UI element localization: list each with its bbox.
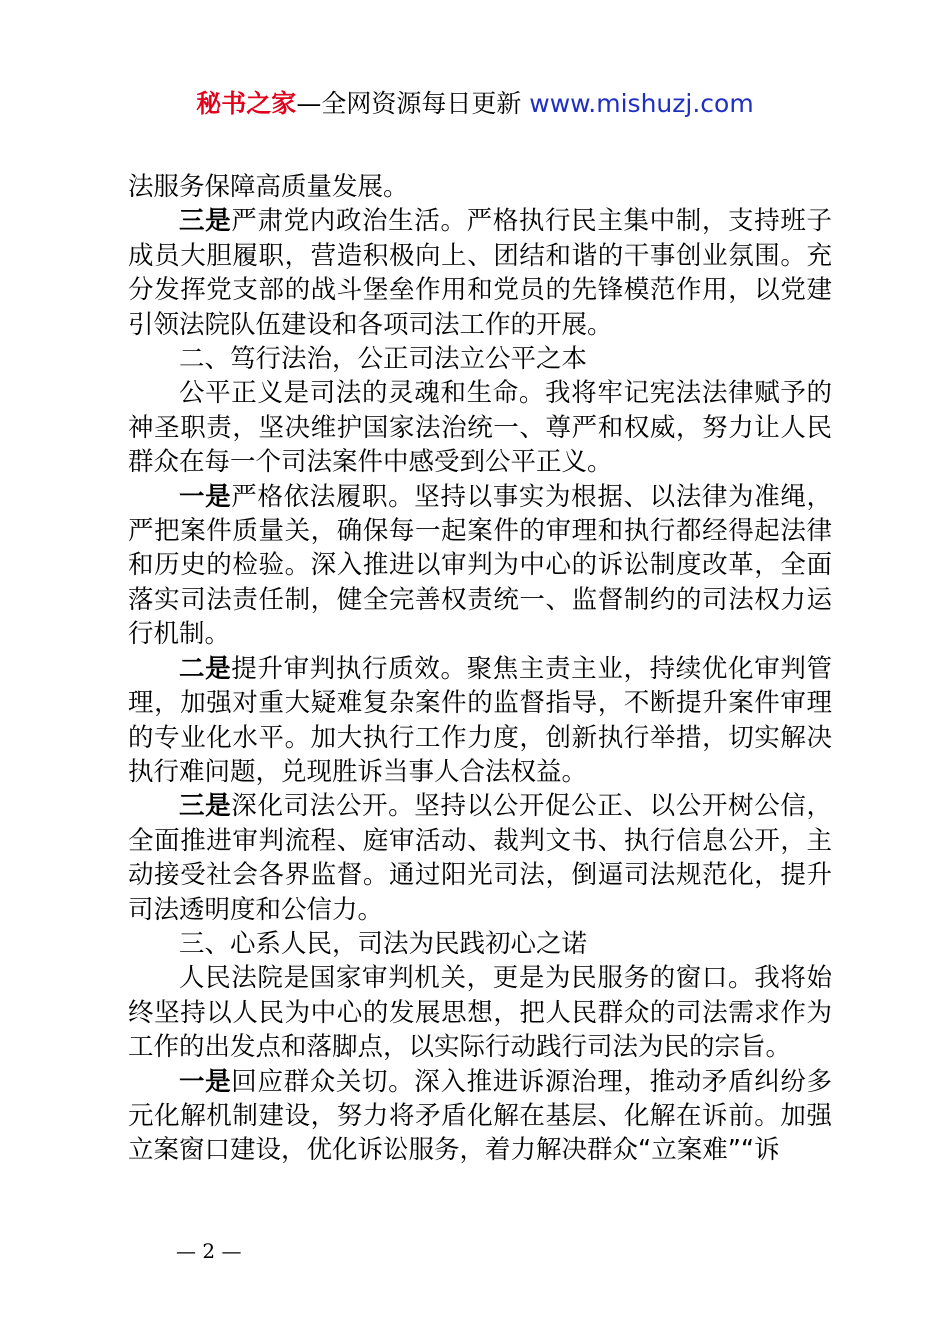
paragraph-lead: 一是 bbox=[179, 481, 232, 512]
paragraph-point: 三是严肃党内政治生活。严格执行民主集中制，支持班子成员大胆履职，营造积极向上、团结和谐的干事创业氛围。充分发挥党支部的战斗堡垒作用和党员的先锋模范作用，以党建引领法院队伍建设和各项司法工作的开展。 bbox=[128, 206, 832, 340]
paragraph-point: 一是严格依法履职。坚持以事实为根据、以法律为准绳，严把案件质量关，确保每一起案件的审理和执行都经得起法律和历史的检验。深入推进以审判为中心的诉讼制度改革，全面落实司法责任制，健全完善权责统一、监督制约的司法权力运行机制。 bbox=[128, 481, 832, 650]
paragraph-lead: 三是 bbox=[179, 791, 232, 822]
paragraph-point: 一是回应群众关切。深入推进诉源治理，推动矛盾纠纷多元化解机制建设，努力将矛盾化解在基层、化解在诉前。加强立案窗口建设，优化诉讼服务，着力解决群众“立案难”“诉 bbox=[128, 1066, 832, 1166]
section-heading: 三、心系人民，司法为民践初心之诺 bbox=[179, 928, 588, 959]
paragraph-point: 二是提升审判执行质效。聚焦主责主业，持续优化审判管理，加强对重大疑难复杂案件的监督指导，不断提升案件审理的专业化水平。加大执行工作力度，创新执行举措，切实解决执行难问题，兑现胜诉当事人合法权益。 bbox=[128, 653, 832, 787]
paragraph-point: 三是深化司法公开。坚持以公开促公正、以公开树公信，全面推进审判流程、庭审活动、裁判文书、执行信息公开，主动接受社会各界监督。通过阳光司法，倒逼司法规范化，提升司法透明度和公信力。 bbox=[128, 791, 832, 925]
paragraph-lead: 三是 bbox=[179, 206, 232, 237]
paragraph-lead: 一是 bbox=[179, 1066, 232, 1097]
paragraph-intro: 公平正义是司法的灵魂和生命。我将牢记宪法法律赋予的神圣职责，坚决维护国家法治统一、尊严和权威，努力让人民群众在每一个司法案件中感受到公平正义。 bbox=[128, 378, 832, 478]
site-brand: 秘书之家 bbox=[196, 89, 297, 118]
document-body bbox=[128, 170, 832, 1168]
paragraph-intro: 人民法院是国家审判机关，更是为民服务的窗口。我将始终坚持以人民为中心的发展思想，把人民群众的司法需求作为工作的出发点和落脚点，以实际行动践行司法为民的宗旨。 bbox=[128, 963, 832, 1063]
paragraph-continuation: 法服务保障高质量发展。 bbox=[128, 172, 409, 202]
paragraph-lead: 二是 bbox=[179, 653, 232, 684]
site-url[interactable]: www.mishuzj.com bbox=[529, 89, 754, 118]
section-heading: 二、笃行法治，公正司法立公平之本 bbox=[179, 344, 588, 375]
site-header bbox=[0, 84, 950, 124]
page-number: — 2 — bbox=[176, 1239, 242, 1263]
site-slogan: —全网资源每日更新 bbox=[296, 89, 530, 118]
